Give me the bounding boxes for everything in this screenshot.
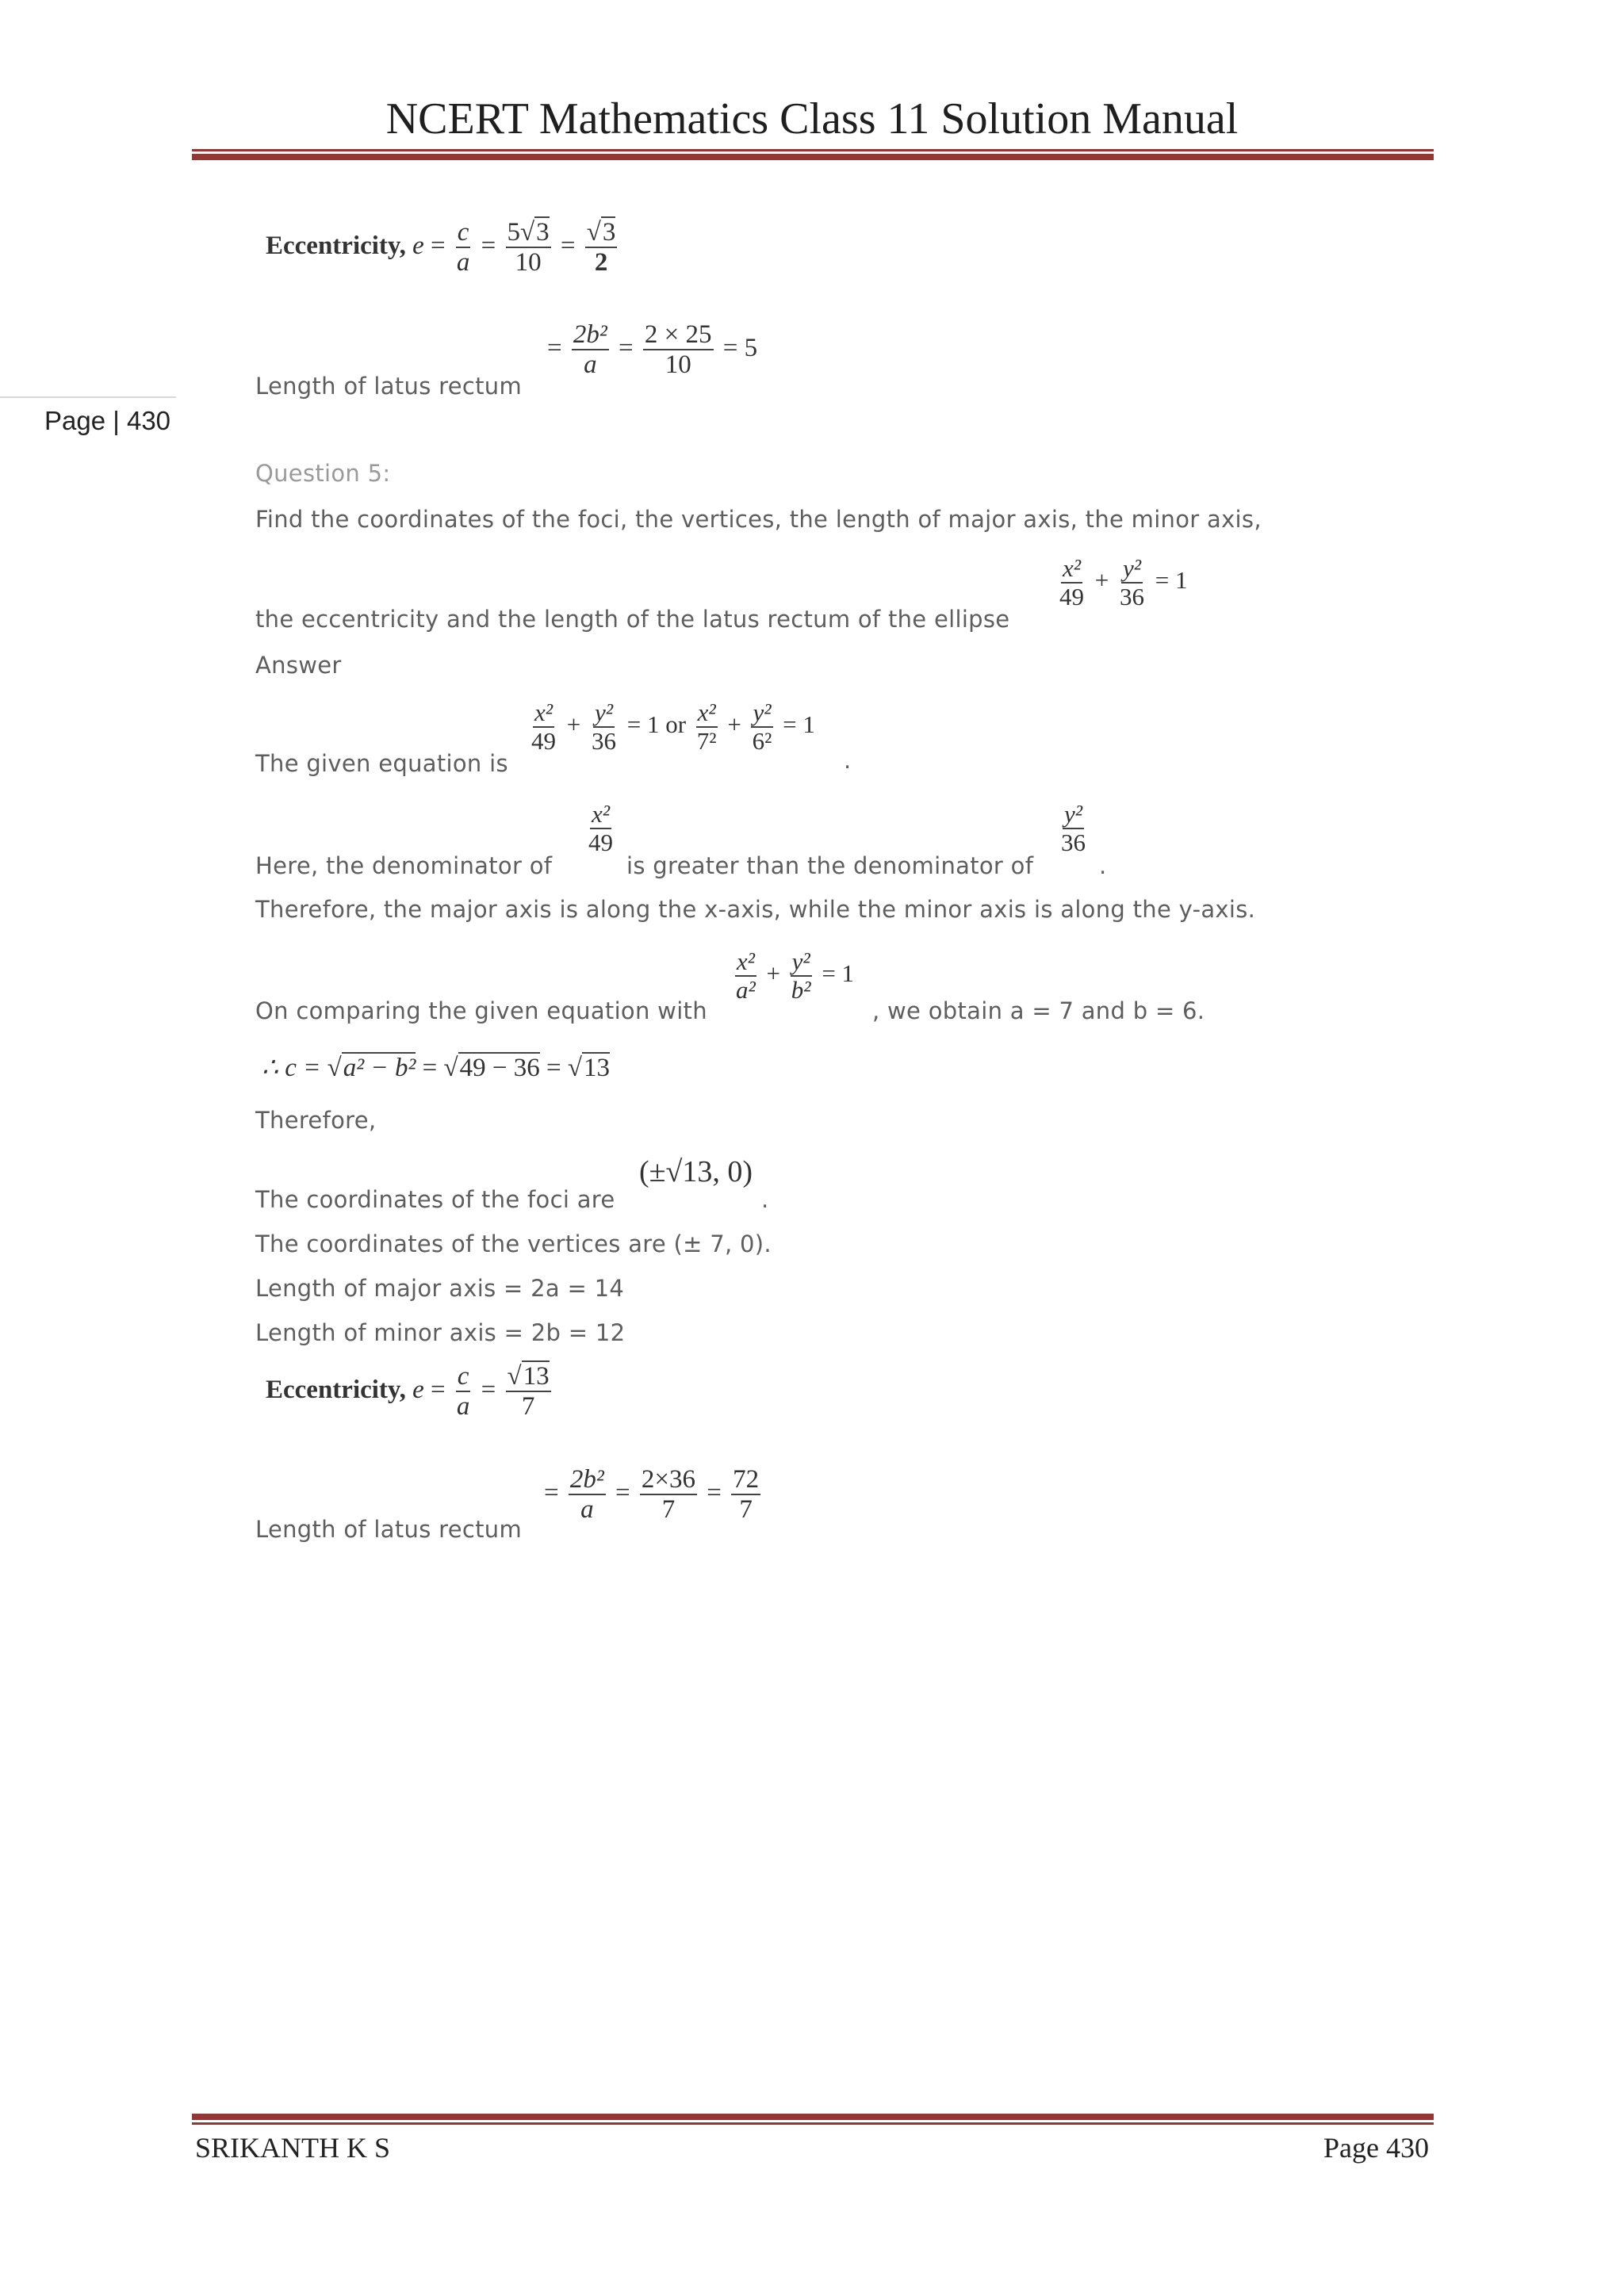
side-page-label: Page | 430 <box>44 406 171 435</box>
footer-rule <box>192 2114 1434 2120</box>
therefore-label: Therefore, <box>255 1107 377 1134</box>
here-end: . <box>1099 852 1107 879</box>
foci-label: The coordinates of the foci are <box>255 1186 615 1213</box>
latus-frac-2: $\frac{2 \times 25}{10}$ <box>644 320 712 380</box>
given-label: The given equation is <box>255 750 508 777</box>
answer-eccentricity: Eccentricity, e = $\frac{c}{a}$ = $\frac{√13}{7}$ <box>266 1362 550 1422</box>
compare-equation: $\frac{\text{x²}}{\text{a²}}$ + $\frac{\text{y²}}{\text{b²}}$ = 1 <box>736 947 855 1004</box>
vertices: The coordinates of the vertices are (± 7, 0). <box>255 1230 772 1257</box>
footer-page-number: Page 430 <box>1323 2132 1429 2164</box>
top-eccentricity: Eccentricity, e = $\frac{c}{a}$ = $\frac{5√3}{10}$ = $\frac{√3}{2}$ <box>266 218 616 277</box>
foci-dot: . <box>761 1186 769 1213</box>
footer-rule-thin <box>192 2122 1434 2125</box>
question-equation: $\frac{\text{x²}}{49}$ + $\frac{\text{y²}}{36}$ = 1 <box>1059 554 1188 611</box>
foci-value: (±√13, 0) <box>639 1155 753 1188</box>
minor-axis: Length of minor axis = 2b = 12 <box>255 1319 626 1346</box>
compare-suffix: , we obtain a = 7 and b = 6. <box>872 997 1205 1024</box>
here-frac-1: $\frac{\text{x²}}{49}$ <box>588 800 613 857</box>
header-rule <box>192 154 1434 160</box>
page-title: NCERT Mathematics Class 11 Solution Manual <box>385 94 1239 144</box>
here-frac-2: $\frac{\text{y²}}{36}$ <box>1061 800 1086 857</box>
ecc-e: e <box>412 231 424 260</box>
question-line-2: the eccentricity and the length of the latus rectum of the ellipse <box>255 606 1010 633</box>
given-equation: $\frac{\text{x²}}{49}$ + $\frac{\text{y²}}{36}$ = 1 or $\frac{\text{x²}}{\text{7²}}$ + $\frac{\text{y²}}{\text{6²}}$ = 1 <box>531 698 815 756</box>
therefore-axis: Therefore, the major axis is along the x-axis, while the minor axis is along the y-axis. <box>255 896 1256 923</box>
answer-label: Answer <box>255 652 342 679</box>
here-mid: is greater than the denominator of <box>626 852 1034 879</box>
compare-prefix: On comparing the given equation with <box>255 997 707 1024</box>
header-rule-thin <box>192 149 1434 151</box>
answer-latus-label: Length of latus rectum <box>255 1516 522 1543</box>
here-prefix: Here, the denominator of <box>255 852 553 879</box>
ecc-frac-2: $\frac{5√3}{10}$ <box>507 218 550 277</box>
question-line-1: Find the coordinates of the foci, the vertices, the length of major axis, the minor axis, <box>255 506 1262 533</box>
footer-author: SRIKANTH K S <box>195 2132 391 2164</box>
answer-latus-math: = $\frac{\text{2b²}}{a}$ = $\frac{2\times 36}{7}$ = $\frac{72}{7}$ <box>544 1465 760 1525</box>
question-heading: Question 5: <box>255 460 391 487</box>
major-axis: Length of major axis = 2a = 14 <box>255 1275 625 1302</box>
ecc-frac-1: $\frac{c}{a}$ <box>456 218 470 277</box>
c-equation: ∴ c = √a² − b² = √49 − 36 = √13 <box>262 1054 610 1082</box>
ecc-frac-3: $\frac{√3}{2}$ <box>586 218 616 277</box>
top-latus-label: Length of latus rectum <box>255 373 522 400</box>
latus-frac-1: $\frac{\text{2b²}}{a}$ <box>573 320 607 380</box>
top-latus-math: = $\frac{\text{2b²}}{a}$ = $\frac{2 \times 25}{10}$ = 5 <box>547 320 758 380</box>
side-divider <box>0 396 176 398</box>
ecc-label: Eccentricity, <box>266 231 406 260</box>
given-dot: . <box>844 747 852 774</box>
